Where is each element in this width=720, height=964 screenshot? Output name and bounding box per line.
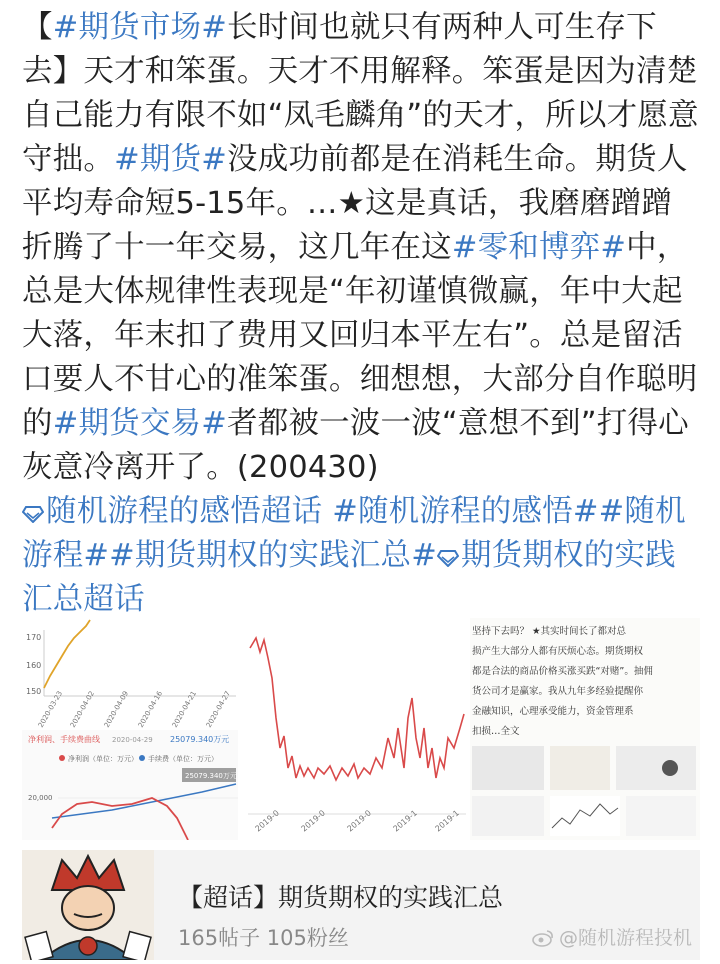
gallery-image-1[interactable] — [22, 618, 238, 840]
supertopic-card[interactable] — [22, 850, 700, 960]
x-tick-label: 2019-0 — [299, 808, 327, 834]
screenshot-chart-profit — [22, 618, 238, 840]
supertopic-stats: 165帖子 105粉丝 — [178, 926, 349, 950]
post-text-segment: 【 — [22, 10, 53, 45]
chart-legend-date: 2020-04-29 — [112, 736, 153, 744]
article-line: 扣损…全文 — [472, 726, 520, 737]
gallery-image-2[interactable] — [248, 618, 466, 840]
image-gallery — [22, 618, 700, 840]
article-line: 都是合法的商品价格买涨买跌“对赌”。抽佣 — [472, 666, 653, 677]
x-tick-label: 2019-0 — [253, 808, 281, 834]
x-tick-label: 2020-04-02 — [68, 689, 97, 729]
x-tick-label: 2020-04-27 — [204, 689, 233, 729]
post-text-segment: 长时间也就只有两种人可生存下去】天才和笨蛋。天才不用解释。笨蛋是因为清楚自己能力有限不如“凤毛麟角”的天才，所以才愿意守拙。 — [22, 10, 699, 177]
weibo-logo-icon — [531, 929, 555, 947]
gallery-image-3[interactable] — [470, 618, 700, 840]
supertopic-label: 期货期权的实践汇总超话 — [22, 538, 676, 617]
supertopic-diamond-icon — [22, 505, 44, 523]
screenshot-chart-price — [248, 618, 466, 840]
hashtag-futures-options[interactable]: #期货期权的实践汇总# — [109, 538, 437, 573]
x-tick-label: 2019-1 — [433, 808, 461, 834]
post-text-segment: 者都被一波一波“意想不到”打得心灰意冷离开了。(200430) — [22, 406, 689, 485]
supertopic-thumbnail — [22, 850, 154, 960]
article-line: 损产生大部分人都有厌烦心态。期货期权 — [472, 646, 644, 657]
post-text-segment: 没成功前都是在消耗生命。期货人平均寿命短5-15年。…★这是真话，我磨磨蹭蹭折腾了十一年交易，这几年在这 — [22, 142, 688, 265]
hashtag-random-walk[interactable]: #随机游程# — [22, 494, 686, 573]
x-tick-label: 2020-04-21 — [170, 689, 199, 729]
x-tick-label: 2020-04-16 — [136, 689, 165, 729]
chart-tooltip: 25079.340万元 — [185, 772, 237, 780]
post-text — [22, 6, 702, 622]
series-label-fee: 手续费（单位：万元） — [148, 755, 218, 763]
article-line: 坚持下去吗？ ★其实时间长了都对总 — [472, 626, 627, 637]
supertopic-diamond-icon — [437, 549, 459, 567]
series-label-profit: 净利润（单位：万元） — [68, 755, 138, 763]
hashtag-zero-sum-game[interactable]: #零和博弈# — [451, 230, 627, 265]
chart-legend-value: 25079.340万元 — [170, 735, 230, 744]
watermark-text: @随机游程投机 — [558, 927, 692, 949]
y-tick-label: 170 — [26, 633, 42, 642]
x-tick-label: 2020-03-23 — [36, 689, 65, 729]
x-tick-label: 2019-0 — [345, 808, 373, 834]
y-tick-label: 20,000 — [28, 794, 53, 802]
article-line: 金融知识，心理承受能力，资金管理系 — [472, 706, 634, 717]
y-tick-label: 150 — [26, 687, 42, 696]
supertopic-link-random-walk[interactable] — [22, 494, 322, 529]
hashtag-random-walk-insight[interactable]: #随机游程的感悟# — [322, 494, 599, 529]
supertopic-title: 【超话】期货期权的实践汇总 — [178, 883, 504, 912]
screenshot-article — [470, 618, 700, 840]
chart-legend-title: 净利润、手续费曲线 — [28, 735, 100, 744]
x-tick-label: 2020-04-09 — [102, 689, 131, 729]
hashtag-futures[interactable]: #期货# — [114, 142, 228, 177]
y-tick-label: 160 — [26, 661, 42, 670]
hashtag-futures-trading[interactable]: #期货交易# — [52, 406, 228, 441]
supertopic-label: 随机游程的感悟超话 — [46, 494, 323, 529]
x-tick-label: 2019-1 — [391, 808, 419, 834]
hashtag-futures-market[interactable]: #期货市场# — [52, 10, 228, 45]
post-text-segment: 中，总是大体规律性表现是“年初谨慎微赢，年中大起大落，年末扣了费用又回归本平左右”。总是留活口要人不甘心的准笨蛋。细想想，大部分自作聪明的 — [22, 230, 698, 441]
weibo-watermark — [531, 923, 692, 950]
article-line: 货公司才是赢家。我从九年多经验提醒你 — [472, 686, 644, 697]
